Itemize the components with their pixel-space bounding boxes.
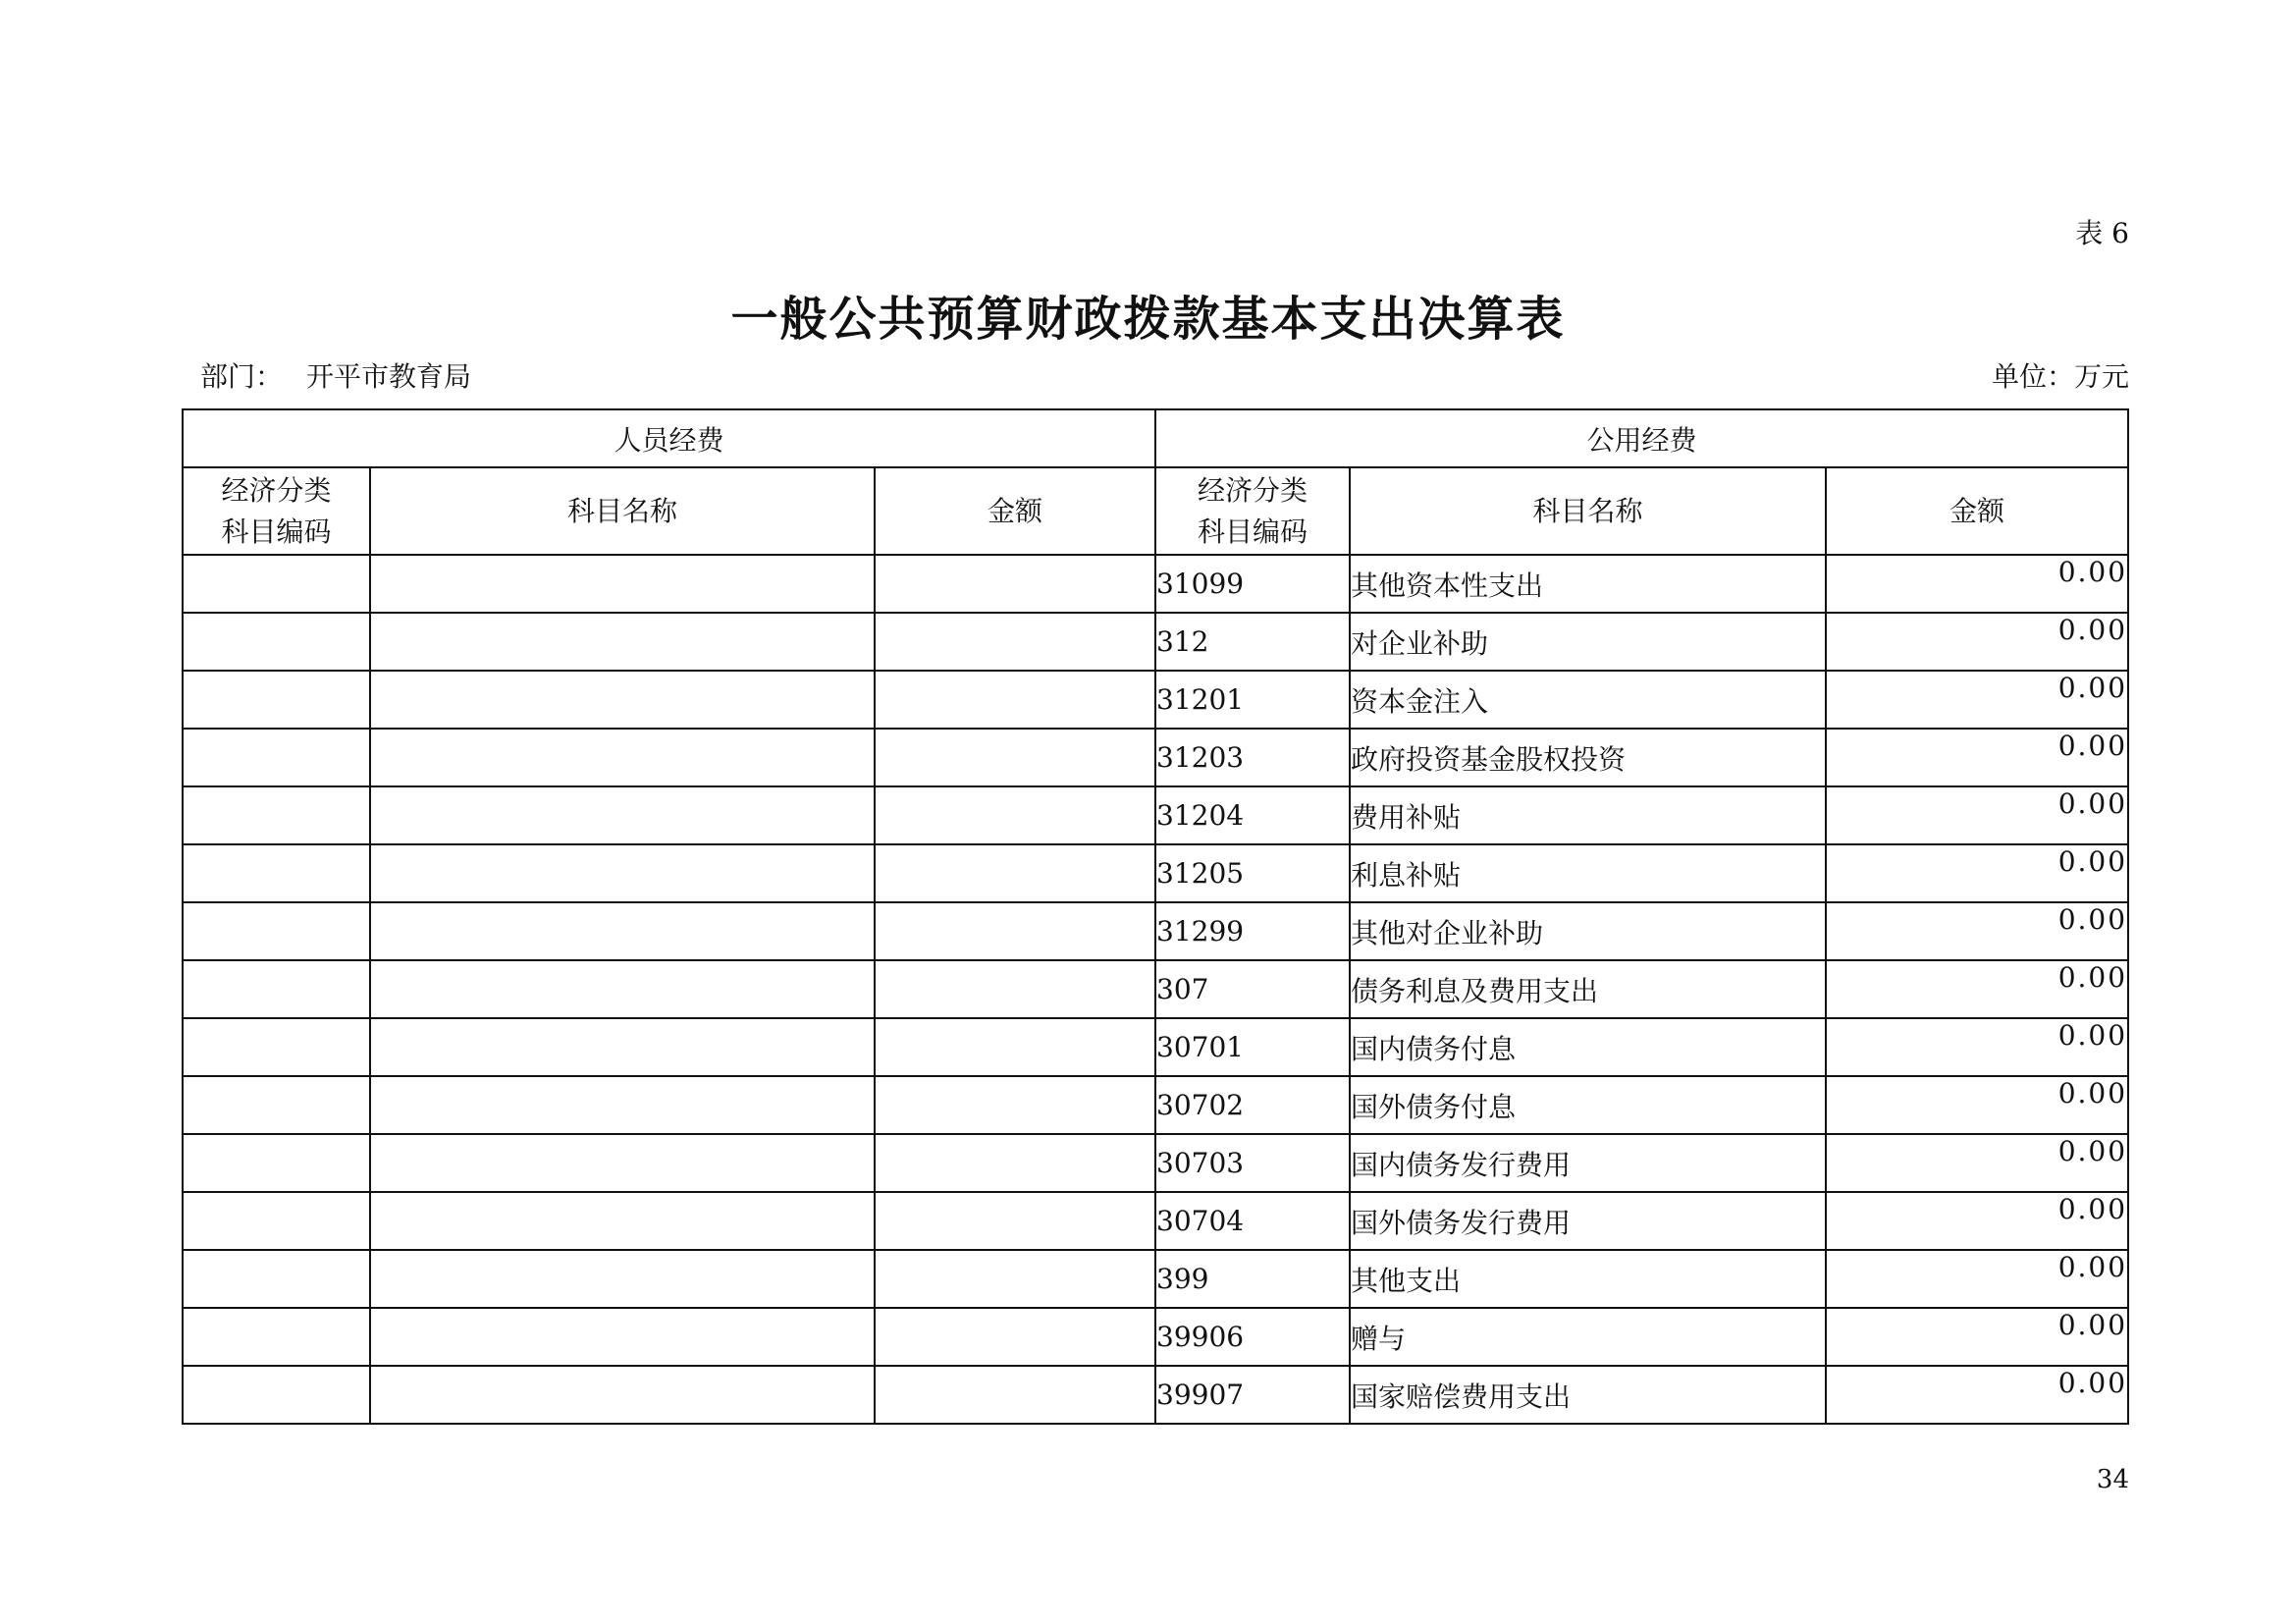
personnel-name-cell [370, 613, 875, 671]
table-row [183, 1134, 2128, 1192]
amount-cell: 0.00 [1826, 844, 2128, 902]
amount-cell: 0.00 [1826, 1366, 2128, 1424]
personnel-code-cell [183, 1366, 370, 1424]
personnel-name-cell [370, 1134, 875, 1192]
code-cell: 30701 [1155, 1018, 1350, 1076]
page-title: 一般公共预算财政拨款基本支出决算表 [730, 292, 1566, 347]
name-cell: 国家赔偿费用支出 [1350, 1366, 1826, 1424]
personnel-name-cell [370, 729, 875, 786]
personnel-code-cell [183, 960, 370, 1018]
public-header: 公用经费 [1155, 409, 2128, 467]
personnel-amount-cell [875, 1192, 1155, 1250]
name-cell: 国外债务付息 [1350, 1076, 1826, 1134]
table-row [183, 786, 2128, 844]
amount-cell: 0.00 [1826, 1308, 2128, 1366]
amount-cell: 0.00 [1826, 902, 2128, 960]
personnel-code-cell [183, 1134, 370, 1192]
table-row [183, 960, 2128, 1018]
name-cell: 赠与 [1350, 1308, 1826, 1366]
personnel-amount-header: 金额 [875, 467, 1155, 555]
personnel-code-header: 经济分类 科目编码 [183, 467, 370, 555]
code-cell: 31299 [1155, 902, 1350, 960]
name-cell: 国内债务付息 [1350, 1018, 1826, 1076]
name-cell: 债务利息及费用支出 [1350, 960, 1826, 1018]
table-row [183, 1308, 2128, 1366]
amount-cell: 0.00 [1826, 960, 2128, 1018]
personnel-name-header: 科目名称 [370, 467, 875, 555]
personnel-code-cell [183, 1076, 370, 1134]
table-row [183, 1366, 2128, 1424]
personnel-amount-cell [875, 1134, 1155, 1192]
table-row [183, 1018, 2128, 1076]
name-cell: 国内债务发行费用 [1350, 1134, 1826, 1192]
amount-cell: 0.00 [1826, 555, 2128, 613]
amount-cell: 0.00 [1826, 729, 2128, 786]
personnel-amount-cell [875, 1366, 1155, 1424]
personnel-amount-cell [875, 1250, 1155, 1308]
name-cell: 其他资本性支出 [1350, 555, 1826, 613]
amount-cell: 0.00 [1826, 1076, 2128, 1134]
personnel-name-cell [370, 1250, 875, 1308]
personnel-amount-cell [875, 902, 1155, 960]
expenditure-table [182, 408, 2129, 1425]
department-value: 开平市教育局 [306, 360, 472, 393]
page-number: 34 [2096, 1465, 2129, 1494]
personnel-amount-cell [875, 1076, 1155, 1134]
personnel-name-cell [370, 1308, 875, 1366]
table-row [183, 844, 2128, 902]
personnel-name-cell [370, 786, 875, 844]
table-row [183, 1192, 2128, 1250]
name-cell: 资本金注入 [1350, 671, 1826, 729]
personnel-amount-cell [875, 1308, 1155, 1366]
personnel-amount-cell [875, 960, 1155, 1018]
table-row [183, 671, 2128, 729]
name-cell: 其他对企业补助 [1350, 902, 1826, 960]
personnel-code-cell [183, 786, 370, 844]
personnel-amount-cell [875, 1018, 1155, 1076]
code-cell: 30702 [1155, 1076, 1350, 1134]
personnel-name-cell [370, 555, 875, 613]
personnel-name-cell [370, 1018, 875, 1076]
amount-cell: 0.00 [1826, 1134, 2128, 1192]
department-label: 部门： [200, 360, 284, 393]
personnel-code-cell [183, 1018, 370, 1076]
code-cell: 30704 [1155, 1192, 1350, 1250]
personnel-name-cell [370, 1192, 875, 1250]
code-cell: 31204 [1155, 786, 1350, 844]
personnel-amount-cell [875, 729, 1155, 786]
amount-cell: 0.00 [1826, 613, 2128, 671]
amount-cell: 0.00 [1826, 671, 2128, 729]
code-cell: 31099 [1155, 555, 1350, 613]
unit-label: 单位：万元 [1991, 360, 2129, 393]
department [200, 355, 471, 395]
amount-cell: 0.00 [1826, 1192, 2128, 1250]
code-cell: 39906 [1155, 1308, 1350, 1366]
personnel-code-cell [183, 902, 370, 960]
amount-cell: 0.00 [1826, 786, 2128, 844]
public-name-header: 科目名称 [1350, 467, 1826, 555]
name-cell: 其他支出 [1350, 1250, 1826, 1308]
personnel-name-cell [370, 1076, 875, 1134]
code-cell: 31205 [1155, 844, 1350, 902]
amount-cell: 0.00 [1826, 1250, 2128, 1308]
personnel-name-cell [370, 1366, 875, 1424]
personnel-code-cell [183, 1192, 370, 1250]
code-cell: 399 [1155, 1250, 1350, 1308]
name-cell: 国外债务发行费用 [1350, 1192, 1826, 1250]
personnel-name-cell [370, 671, 875, 729]
personnel-amount-cell [875, 613, 1155, 671]
personnel-code-cell [183, 844, 370, 902]
personnel-header: 人员经费 [183, 409, 1155, 467]
table-row [183, 1250, 2128, 1308]
table-number: 表 6 [2075, 217, 2129, 249]
personnel-code-cell [183, 729, 370, 786]
table-row [183, 613, 2128, 671]
code-cell: 307 [1155, 960, 1350, 1018]
personnel-name-cell [370, 960, 875, 1018]
amount-cell: 0.00 [1826, 1018, 2128, 1076]
code-cell: 31201 [1155, 671, 1350, 729]
table-row [183, 1076, 2128, 1134]
personnel-name-cell [370, 844, 875, 902]
personnel-code-cell [183, 1250, 370, 1308]
personnel-name-cell [370, 902, 875, 960]
personnel-amount-cell [875, 786, 1155, 844]
name-cell: 政府投资基金股权投资 [1350, 729, 1826, 786]
name-cell: 利息补贴 [1350, 844, 1826, 902]
code-cell: 31203 [1155, 729, 1350, 786]
code-cell: 39907 [1155, 1366, 1350, 1424]
personnel-code-cell [183, 1308, 370, 1366]
personnel-code-cell [183, 671, 370, 729]
personnel-amount-cell [875, 844, 1155, 902]
public-amount-header: 金额 [1826, 467, 2128, 555]
name-cell: 对企业补助 [1350, 613, 1826, 671]
personnel-amount-cell [875, 671, 1155, 729]
personnel-code-cell [183, 555, 370, 613]
public-code-header: 经济分类 科目编码 [1155, 467, 1350, 555]
table-row [183, 729, 2128, 786]
table-row [183, 902, 2128, 960]
table-row [183, 555, 2128, 613]
name-cell: 费用补贴 [1350, 786, 1826, 844]
personnel-amount-cell [875, 555, 1155, 613]
personnel-code-cell [183, 613, 370, 671]
code-cell: 30703 [1155, 1134, 1350, 1192]
code-cell: 312 [1155, 613, 1350, 671]
